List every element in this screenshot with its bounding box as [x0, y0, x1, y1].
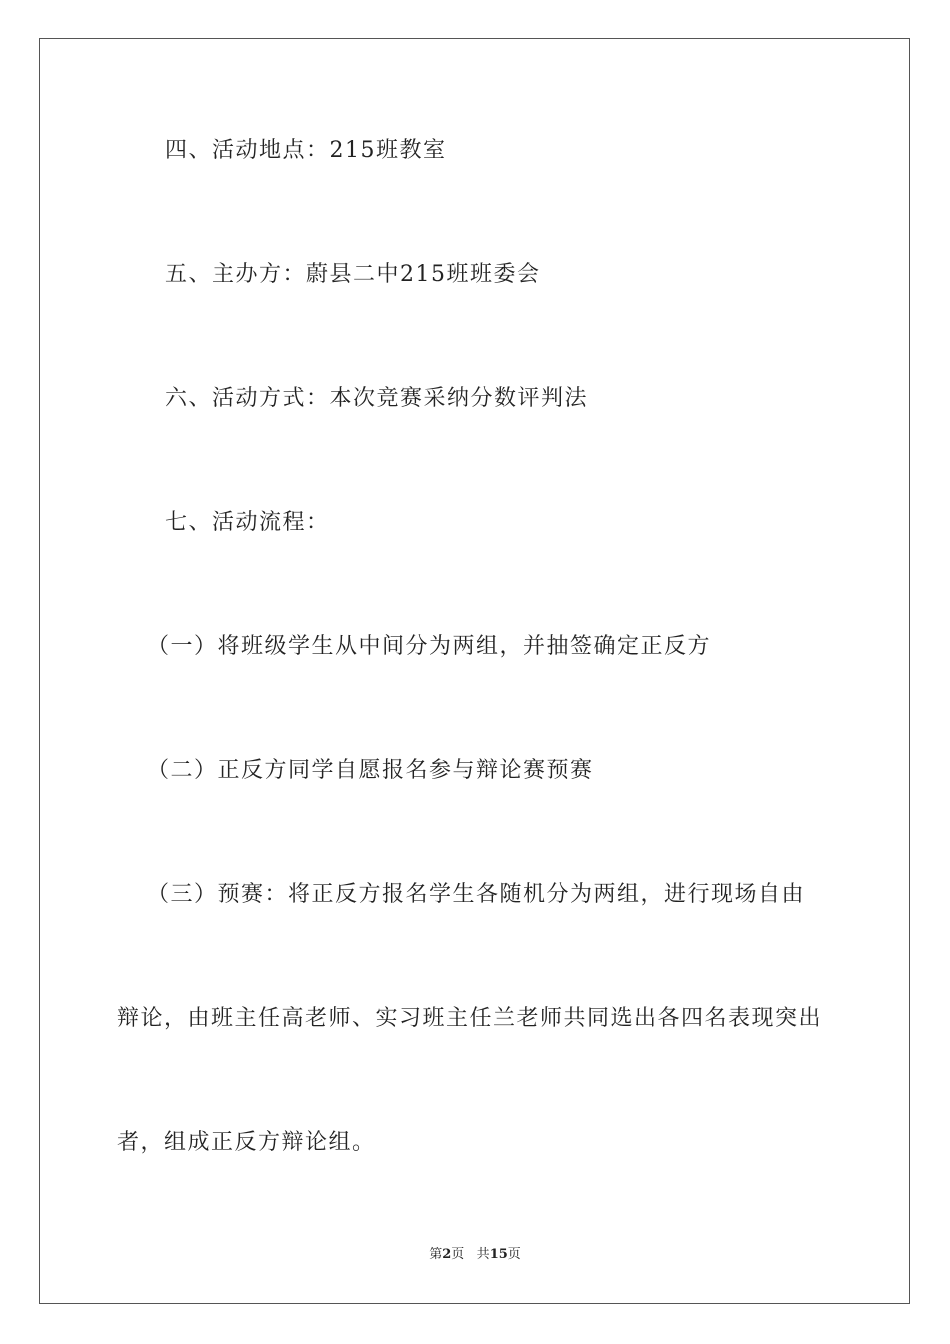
text-line-venue: 四、活动地点：215班教室 — [165, 138, 447, 163]
page-footer — [0, 1246, 950, 1264]
text-line-method: 六、活动方式：本次竞赛采纳分数评判法 — [165, 386, 589, 411]
text-line-step-2: （二）正反方同学自愿报名参与辩论赛预赛 — [147, 758, 594, 783]
footer-prefix: 第 — [429, 1247, 443, 1262]
text-line-step-3: （三）预赛：将正反方报名学生各随机分为两组，进行现场自由 — [147, 882, 806, 907]
footer-page-suffix: 页 — [451, 1247, 465, 1262]
footer-total-prefix: 共 — [476, 1247, 490, 1262]
footer-total-pages: 15 — [489, 1247, 508, 1262]
footer-total-suffix: 页 — [507, 1247, 521, 1262]
footer-page-number: 2 — [442, 1247, 452, 1262]
text-line-step-3-cont-2: 者，组成正反方辩论组。 — [117, 1130, 376, 1155]
page-border — [39, 38, 910, 1304]
text-line-step-1: （一）将班级学生从中间分为两组，并抽签确定正反方 — [147, 634, 712, 659]
text-line-organizer: 五、主办方：蔚县二中215班班委会 — [165, 262, 541, 287]
text-line-process-heading: 七、活动流程： — [165, 510, 330, 535]
text-line-step-3-cont-1: 辩论，由班主任高老师、实习班主任兰老师共同选出各四名表现突出 — [117, 1006, 823, 1031]
